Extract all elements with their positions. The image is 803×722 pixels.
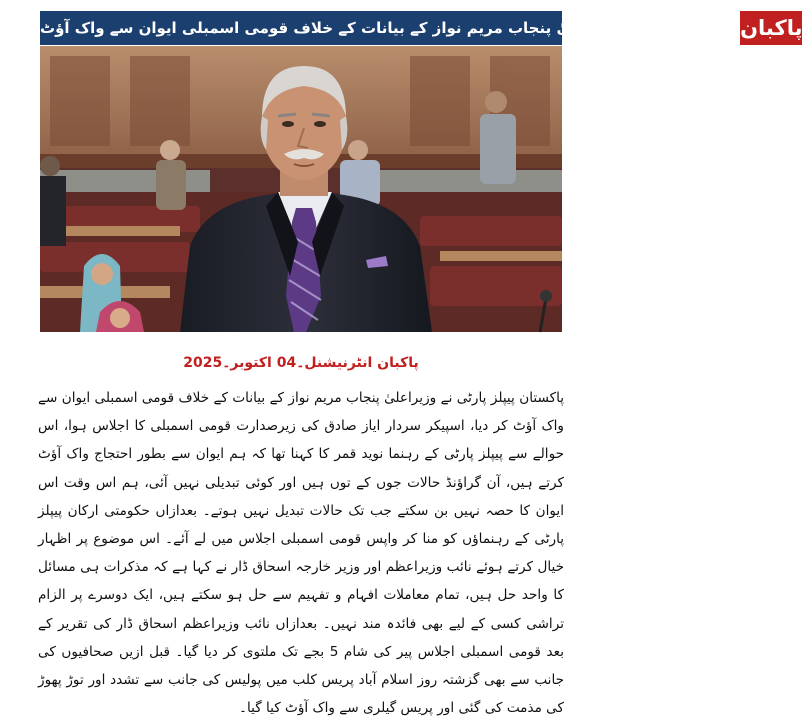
headline[interactable]: پیپلز پارٹی کا وزیراعلیٰ پنجاب مریم نواز کے بیانات کے خلاف قومی اسمبلی ایوان سے واک آؤٹ	[40, 19, 731, 37]
article-body	[38, 384, 564, 722]
assembly-photo-illustration	[40, 46, 562, 332]
article-photo	[40, 46, 562, 332]
brand-logo[interactable]: پاکبان	[738, 11, 802, 45]
headline-bar	[40, 11, 803, 45]
article-paragraph: پاکستان پیپلز پارٹی نے وزیراعلیٰ پنجاب مریم نواز کے بیانات کے خلاف قومی اسمبلی ایوان سے واک آؤٹ کر دیا، اسپیکر سردار ایاز صادق کی زیرصدارت قومی اسمبلی کا اجلاس ہوا، اس حوالے سے پیپلز پارٹی کے رہنما نوید قمر کا کہنا تھا کہ ہم ایوان سے بطور احتجاج واک آؤٹ کرتے ہیں، آن گراؤنڈ حالات جوں کے توں ہیں اور کوئی تبدیلی نہیں آئی، ہم اس وقت اس ایوان کا حصہ نہیں بن سکتے جب تک حالات تبدیل نہیں ہوتے۔ بعدازاں حکومتی ارکان پیپلز پارٹی کے رہنماؤں کو منا کر واپس قومی اسمبلی اجلاس میں لے آئے۔ اس موضوع پر اظہار خیال کرتے ہوئے نائب وزیراعظم اور وزیر خارجہ اسحاق ڈار نے کہا ہے کہ مذکرات ہی مسائل کا واحد حل ہیں، تمام معاملات افہام و تفہیم سے حل ہو سکتے ہیں، ایک دوسرے پر الزام تراشی کسی کے لیے بھی فائدہ مند نہیں۔ بعدازاں نائب وزیراعظم اسحاق ڈار کی تقریر کے بعد قومی اسمبلی اجلاس پیر کی شام 5 بجے تک ملتوی کر دیا گیا۔ قبل ازیں صحافیوں کی جانب سے بھی گزشتہ روز اسلام آباد پریس کلب میں پولیس کی جانب سے تشدد اور توڑ پھوڑ کی مذمت کی گئی اور پریس گیلری سے واک آؤٹ کیا گیا۔	[38, 390, 564, 717]
dateline: پاکبان انٹرنیشنل۔04 اکتوبر۔2025	[183, 355, 419, 371]
